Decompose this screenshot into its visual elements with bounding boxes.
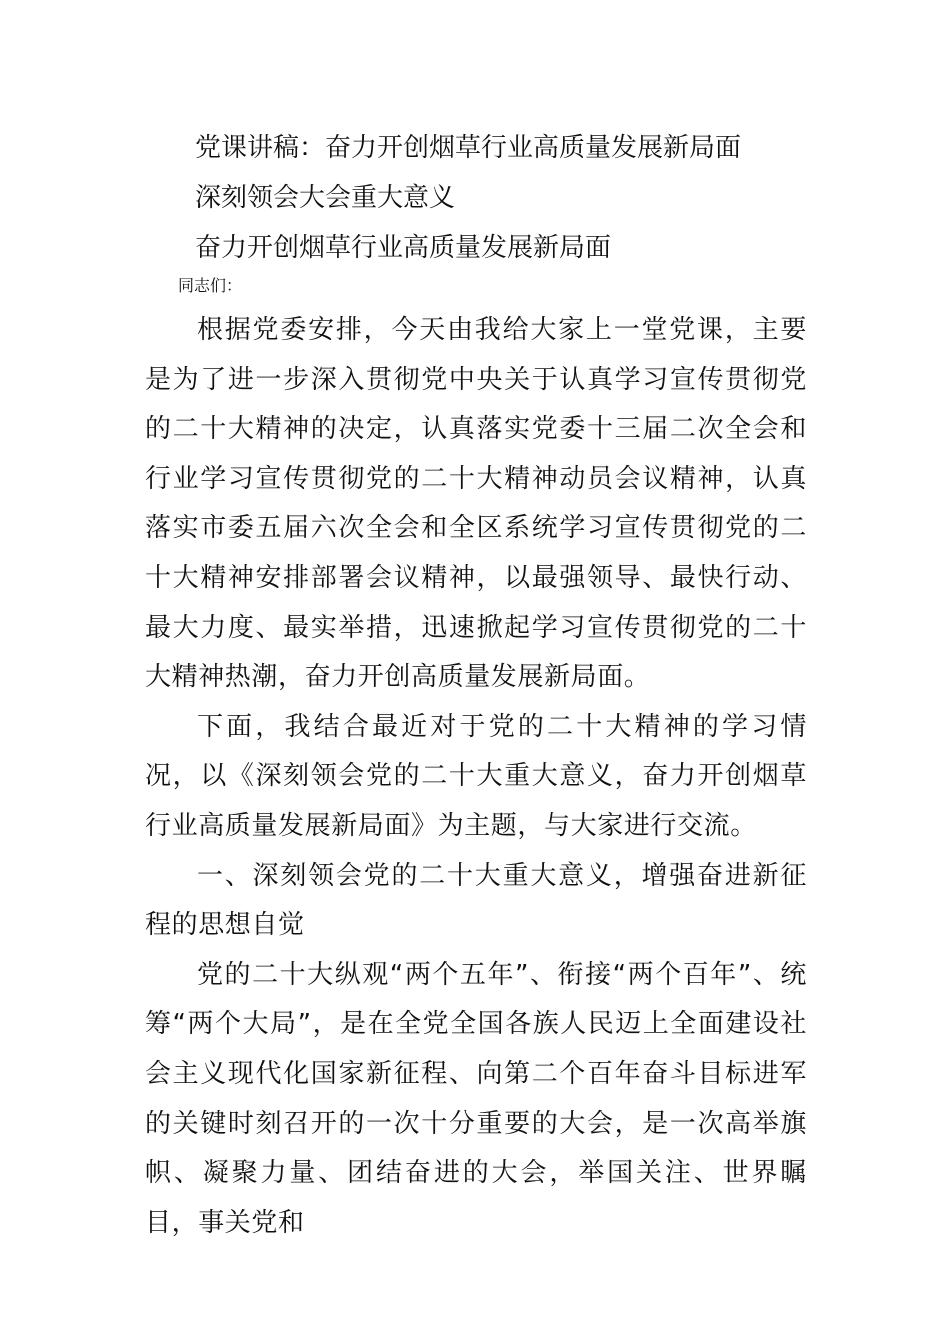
greeting: 同志们： <box>178 276 243 295</box>
paragraph-intro: 根据党委安排，今天由我给大家上一堂党课，主要是为了进一步深入贯彻党中央关于认真学习宣传贯彻党的二十大精神的决定，认真落实党委十三届二次全会和行业学习宣传贯彻党的二十大精神动员会议精神，认真落实市委五届六次全会和全区系统学习宣传贯彻党的二十大精神安排部署会议精神，以最强领导、最快行动、最大力度、最实举措，迅速掀起学习宣传贯彻党的二十大精神热潮，奋力开创高质量发展新局面。 <box>145 315 807 693</box>
section-heading-1: 一、深刻领会党的二十大重大意义，增强奋进新征程的思想自觉 <box>145 860 807 941</box>
document-subtitle-2: 奋力开创烟草行业高质量发展新局面 <box>195 233 612 263</box>
paragraph-significance: 党的二十大纵观“两个五年”、衔接“两个百年”、统筹“两个大局”，是在全党全国各族人民迈上全面建设社会主义现代化国家新征程、向第二个百年奋斗目标进军的关键时刻召开的一次十分重要的大会，是一次高举旗帜、凝聚力量、团结奋进的大会，举国关注、世界瞩目，事关党和 <box>145 959 807 1238</box>
document-subtitle-1: 深刻领会大会重大意义 <box>195 183 456 213</box>
paragraph-topic: 下面，我结合最近对于党的二十大精神的学习情况，以《深刻领会党的二十大重大意义，奋力开创烟草行业高质量发展新局面》为主题，与大家进行交流。 <box>145 711 807 841</box>
document-body <box>145 306 807 1248</box>
document-title: 党课讲稿：奋力开创烟草行业高质量发展新局面 <box>195 133 742 163</box>
